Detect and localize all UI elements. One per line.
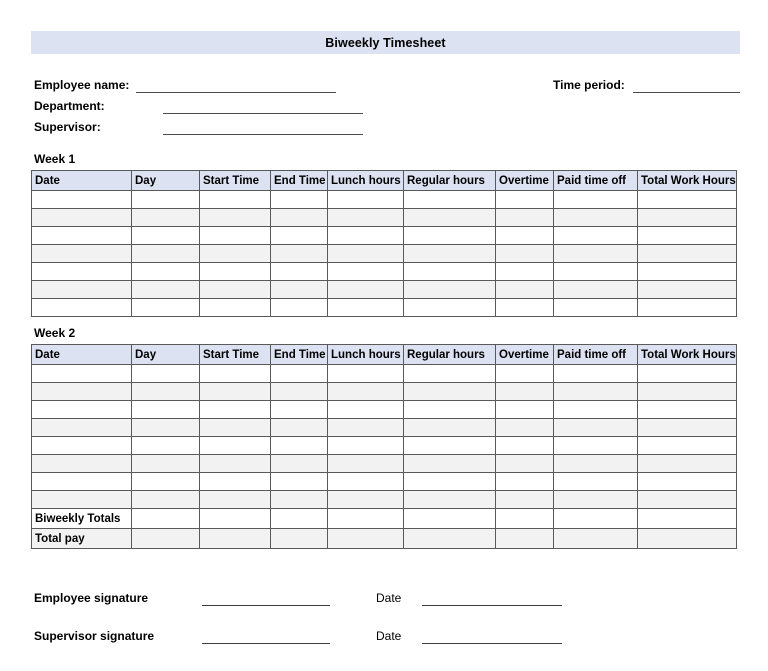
cell-lunch-hours[interactable] [328,401,404,419]
cell-lunch-hours[interactable] [328,281,404,299]
cell-regular-hours[interactable] [404,491,496,509]
cell-date[interactable] [32,245,132,263]
column-header-regular-hours: Regular hours [404,345,496,365]
column-header-paid-time-off: Paid time off [554,171,638,191]
cell-regular-hours[interactable] [404,245,496,263]
cell-overtime[interactable] [496,245,554,263]
cell-lunch-hours[interactable] [328,227,404,245]
cell-total-work-hours[interactable] [638,263,737,281]
cell-date[interactable] [32,365,132,383]
cell-total-work-hours[interactable] [638,281,737,299]
biweekly-totals-row [32,509,737,529]
supervisor-row [34,114,364,135]
column-header-lunch-hours: Lunch hours [328,171,404,191]
cell-start-time[interactable] [200,455,271,473]
column-header-regular-hours: Regular hours [404,171,496,191]
cell-regular-hours[interactable] [404,281,496,299]
table-row [32,365,737,383]
cell-paid-time-off[interactable] [554,227,638,245]
employee-signature-field[interactable] [202,590,330,606]
cell-regular-hours[interactable] [404,227,496,245]
cell-day[interactable] [132,383,200,401]
cell-date[interactable] [32,191,132,209]
cell-end-time[interactable] [271,455,328,473]
cell-end-time[interactable] [271,383,328,401]
supervisor-signature-label: Supervisor signature [34,629,155,643]
cell-total-work-hours[interactable] [638,299,737,317]
time-period-field[interactable] [633,78,740,93]
column-header-date: Date [32,345,132,365]
cell-day[interactable] [132,263,200,281]
cell-start-time[interactable] [200,191,271,209]
cell-start-time[interactable] [200,491,271,509]
cell-day[interactable] [132,455,200,473]
cell-lunch-hours[interactable] [328,529,404,549]
column-header-overtime: Overtime [496,171,554,191]
cell-date[interactable] [32,383,132,401]
cell-overtime[interactable] [496,191,554,209]
column-header-total-work-hours: Total Work Hours [638,345,737,365]
total-pay-row [32,529,737,549]
cell-overtime[interactable] [496,401,554,419]
week1-header-row [32,171,737,191]
supervisor-field[interactable] [163,120,363,135]
cell-total-work-hours[interactable] [638,191,737,209]
cell-day[interactable] [132,191,200,209]
employee-date-label: Date [376,591,402,605]
cell-paid-time-off[interactable] [554,245,638,263]
cell-total-work-hours[interactable] [638,209,737,227]
supervisor-signature-field[interactable] [202,628,330,644]
cell-total-work-hours[interactable] [638,473,737,491]
column-header-end-time: End Time [271,171,328,191]
cell-paid-time-off[interactable] [554,455,638,473]
cell-regular-hours[interactable] [404,419,496,437]
table-row [32,437,737,455]
cell-end-time[interactable] [271,509,328,529]
cell-lunch-hours[interactable] [328,419,404,437]
cell-total-work-hours[interactable] [638,227,737,245]
employee-info-block [34,72,364,135]
cell-date[interactable] [32,299,132,317]
cell-end-time[interactable] [271,227,328,245]
cell-total-work-hours[interactable] [638,437,737,455]
cell-start-time[interactable] [200,209,271,227]
department-row [34,93,364,114]
employee-signature-label: Employee signature [34,591,149,605]
cell-lunch-hours[interactable] [328,245,404,263]
employee-name-label: Employee name: [34,78,130,92]
cell-regular-hours[interactable] [404,529,496,549]
column-header-total-work-hours: Total Work Hours [638,171,737,191]
department-label: Department: [34,99,105,113]
table-row [32,491,737,509]
table-row [32,209,737,227]
cell-start-time[interactable] [200,365,271,383]
time-period-label: Time period: [553,78,625,92]
supervisor-signature-row [34,606,594,644]
cell-overtime[interactable] [496,419,554,437]
cell-overtime[interactable] [496,209,554,227]
cell-total-work-hours[interactable] [638,383,737,401]
signature-section [34,568,594,644]
cell-day[interactable] [132,529,200,549]
table-row [32,191,737,209]
cell-end-time[interactable] [271,437,328,455]
cell-total-work-hours[interactable] [638,245,737,263]
cell-paid-time-off[interactable] [554,191,638,209]
cell-start-time[interactable] [200,401,271,419]
cell-start-time[interactable] [200,227,271,245]
cell-paid-time-off[interactable] [554,365,638,383]
cell-overtime[interactable] [496,509,554,529]
cell-overtime[interactable] [496,299,554,317]
cell-end-time[interactable] [271,491,328,509]
cell-end-time[interactable] [271,419,328,437]
cell-date[interactable] [32,473,132,491]
cell-lunch-hours[interactable] [328,491,404,509]
cell-date[interactable] [32,281,132,299]
department-field[interactable] [163,99,363,114]
cell-regular-hours[interactable] [404,401,496,419]
employee-signature-row [34,568,594,606]
table-row [32,383,737,401]
cell-date[interactable] [32,209,132,227]
cell-start-time[interactable] [200,473,271,491]
week2-label: Week 2 [34,326,76,340]
week2-table [31,344,737,549]
supervisor-date-field[interactable] [422,628,562,644]
cell-day[interactable] [132,209,200,227]
cell-day[interactable] [132,227,200,245]
cell-day[interactable] [132,419,200,437]
table-row [32,227,737,245]
cell-overtime[interactable] [496,473,554,491]
cell-lunch-hours[interactable] [328,455,404,473]
cell-lunch-hours[interactable] [328,263,404,281]
column-header-start-time: Start Time [200,171,271,191]
cell-start-time[interactable] [200,437,271,455]
week1-label: Week 1 [34,152,76,166]
column-header-day: Day [132,171,200,191]
cell-regular-hours[interactable] [404,437,496,455]
cell-total-work-hours[interactable] [638,529,737,549]
cell-paid-time-off[interactable] [554,491,638,509]
cell-start-time[interactable] [200,299,271,317]
cell-overtime[interactable] [496,529,554,549]
cell-lunch-hours[interactable] [328,191,404,209]
cell-end-time[interactable] [271,473,328,491]
cell-paid-time-off[interactable] [554,383,638,401]
table-row [32,263,737,281]
cell-day[interactable] [132,365,200,383]
cell-lunch-hours[interactable] [328,365,404,383]
supervisor-label: Supervisor: [34,120,101,134]
cell-start-time[interactable] [200,509,271,529]
cell-paid-time-off[interactable] [554,473,638,491]
cell-end-time[interactable] [271,263,328,281]
cell-lunch-hours[interactable] [328,299,404,317]
cell-day[interactable] [132,245,200,263]
cell-regular-hours[interactable] [404,263,496,281]
cell-start-time[interactable] [200,383,271,401]
cell-regular-hours[interactable] [404,191,496,209]
cell-paid-time-off[interactable] [554,529,638,549]
document-title-bar [31,31,740,54]
cell-regular-hours[interactable] [404,299,496,317]
employee-name-field[interactable] [136,78,336,93]
cell-end-time[interactable] [271,529,328,549]
cell-day[interactable] [132,473,200,491]
table-row [32,419,737,437]
cell-date[interactable] [32,455,132,473]
table-row [32,281,737,299]
page-title: Biweekly Timesheet [325,35,446,50]
cell-regular-hours[interactable] [404,455,496,473]
cell-day[interactable] [132,491,200,509]
cell-day[interactable] [132,401,200,419]
cell-date[interactable] [32,437,132,455]
cell-overtime[interactable] [496,437,554,455]
cell-start-time[interactable] [200,419,271,437]
time-period-row [553,72,740,93]
cell-total-work-hours[interactable] [638,419,737,437]
cell-paid-time-off[interactable] [554,437,638,455]
cell-end-time[interactable] [271,299,328,317]
cell-date[interactable] [32,263,132,281]
cell-overtime[interactable] [496,455,554,473]
table-row [32,299,737,317]
table-row [32,455,737,473]
column-header-start-time: Start Time [200,345,271,365]
cell-end-time[interactable] [271,191,328,209]
cell-start-time[interactable] [200,281,271,299]
cell-overtime[interactable] [496,227,554,245]
cell-total-work-hours[interactable] [638,509,737,529]
cell-day[interactable] [132,299,200,317]
cell-date[interactable] [32,401,132,419]
cell-paid-time-off[interactable] [554,263,638,281]
supervisor-date-label: Date [376,629,402,643]
cell-paid-time-off[interactable] [554,299,638,317]
cell-overtime[interactable] [496,263,554,281]
cell-regular-hours[interactable] [404,365,496,383]
cell-start-time[interactable] [200,245,271,263]
cell-overtime[interactable] [496,365,554,383]
column-header-end-time: End Time [271,345,328,365]
cell-end-time[interactable] [271,281,328,299]
cell-total-work-hours[interactable] [638,455,737,473]
column-header-date: Date [32,171,132,191]
employee-name-row [34,72,364,93]
cell-lunch-hours[interactable] [328,209,404,227]
cell-date[interactable] [32,491,132,509]
cell-paid-time-off[interactable] [554,401,638,419]
cell-lunch-hours[interactable] [328,473,404,491]
cell-end-time[interactable] [271,365,328,383]
cell-overtime[interactable] [496,491,554,509]
cell-regular-hours[interactable] [404,473,496,491]
week1-table [31,170,737,317]
week2-body [32,365,737,549]
cell-day[interactable] [132,281,200,299]
cell-total-work-hours[interactable] [638,365,737,383]
column-header-paid-time-off: Paid time off [554,345,638,365]
cell-end-time[interactable] [271,245,328,263]
cell-lunch-hours[interactable] [328,509,404,529]
cell-day[interactable] [132,509,200,529]
cell-date[interactable] [32,227,132,245]
column-header-lunch-hours: Lunch hours [328,345,404,365]
cell-paid-time-off[interactable] [554,419,638,437]
cell-regular-hours[interactable] [404,509,496,529]
week2-header-row [32,345,737,365]
cell-total-work-hours[interactable] [638,491,737,509]
cell-regular-hours[interactable] [404,209,496,227]
total-pay-label: Total pay [32,529,132,549]
table-row [32,473,737,491]
week1-body [32,191,737,317]
cell-regular-hours[interactable] [404,383,496,401]
cell-lunch-hours[interactable] [328,437,404,455]
cell-start-time[interactable] [200,529,271,549]
column-header-day: Day [132,345,200,365]
cell-lunch-hours[interactable] [328,383,404,401]
table-row [32,245,737,263]
cell-day[interactable] [132,437,200,455]
cell-paid-time-off[interactable] [554,281,638,299]
column-header-overtime: Overtime [496,345,554,365]
table-row [32,401,737,419]
cell-start-time[interactable] [200,263,271,281]
cell-total-work-hours[interactable] [638,401,737,419]
cell-paid-time-off[interactable] [554,209,638,227]
employee-date-field[interactable] [422,590,562,606]
cell-paid-time-off[interactable] [554,509,638,529]
cell-end-time[interactable] [271,209,328,227]
cell-overtime[interactable] [496,383,554,401]
cell-end-time[interactable] [271,401,328,419]
biweekly-totals-label: Biweekly Totals [32,509,132,529]
cell-date[interactable] [32,419,132,437]
cell-overtime[interactable] [496,281,554,299]
